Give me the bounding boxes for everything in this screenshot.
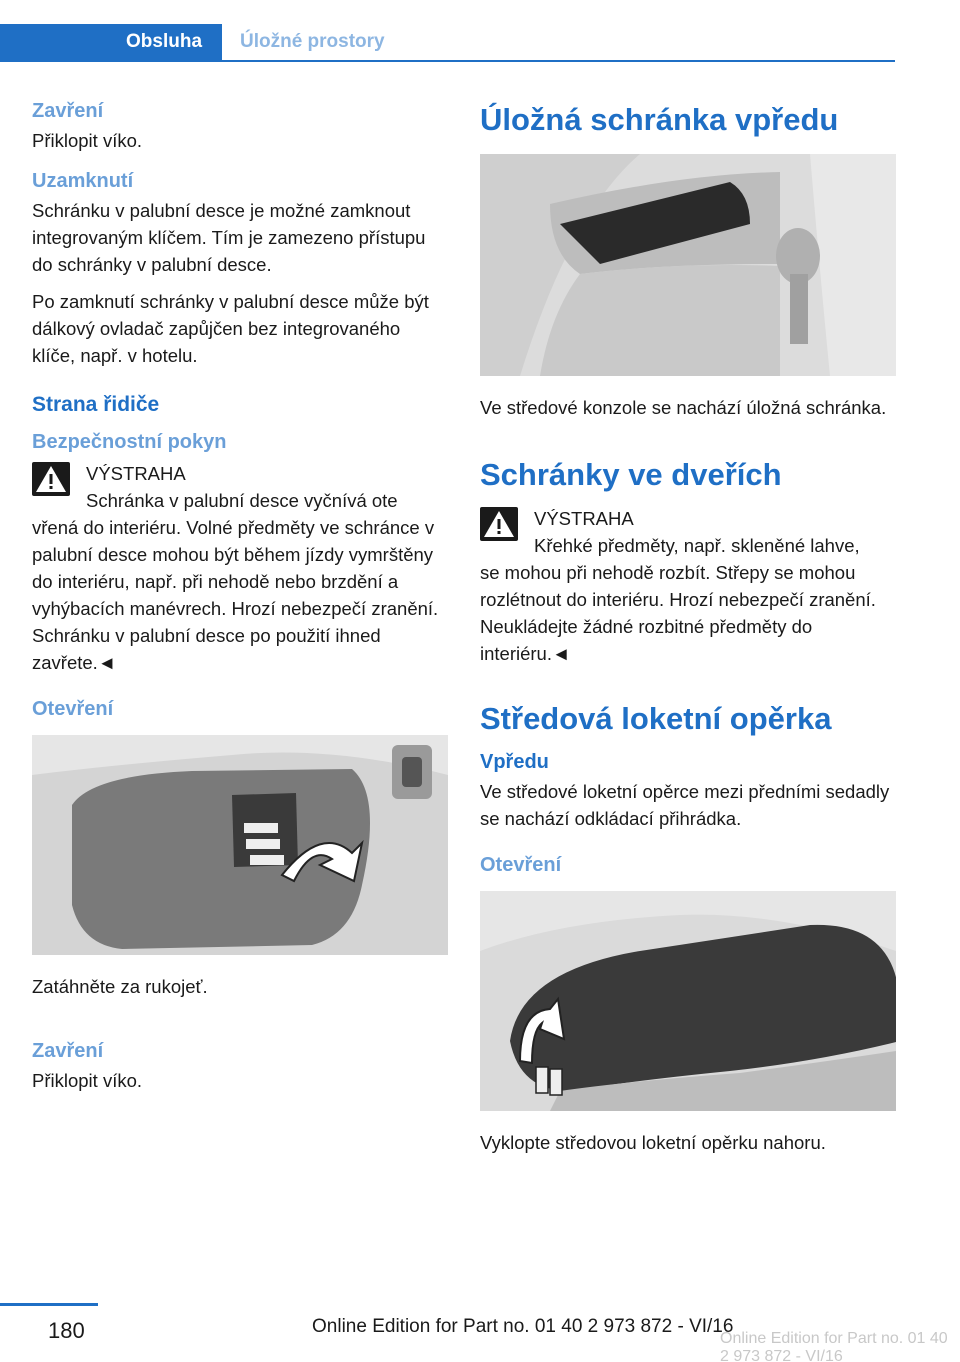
paragraph: Schránku v palubní desce je možné zamknout integrovaným klíčem. Tím je zamezeno přístupu do schránky v palubní desce. <box>32 200 426 275</box>
heading-stredova-loketni-operka: Středová loketní opěrka <box>480 701 832 736</box>
photo-caption: Ve středové konzole se nachází úložná schránka. <box>480 397 887 418</box>
section-title-bezpecnostni-pokyn: Bezpečnostní pokyn <box>32 431 227 453</box>
warning-title: VÝSTRAHA <box>86 463 186 484</box>
tab-obsluha[interactable]: Obsluha <box>0 24 222 60</box>
warning-triangle-icon <box>32 462 70 496</box>
section-title-strana-ridice: Strana řidiče <box>32 393 160 416</box>
paragraph: Po zamknutí schránky v palubní desce může být dálkový ovladač zapůjčen bez integrovaného klíče, např. v hotelu. <box>32 291 429 366</box>
armrest-photo <box>480 891 896 1111</box>
warning-triangle-icon <box>480 507 518 541</box>
paragraph: Ve středové loketní opěrce mezi předními sedadly se nachází odkládací přihrádka. <box>480 781 890 829</box>
warning-text <box>480 505 896 667</box>
section-title-uzamknuti: Uzamknutí <box>32 170 134 192</box>
section-title-vpredu: Vpředu <box>480 751 549 773</box>
edition-text: Online Edition for Part no. 01 40 2 973 872 - VI/16 <box>312 1316 734 1337</box>
heading-ulozna-schranka: Úložná schránka vpředu <box>480 102 839 137</box>
warning-block <box>480 505 896 667</box>
tab-ulozne-prostory[interactable]: Úložné prostory <box>240 31 385 52</box>
warning-block <box>32 460 448 676</box>
section-title-zavreni-2: Zavření <box>32 1040 104 1062</box>
warning-line: Schránka v palubní desce vyčnívá ote <box>86 490 398 511</box>
glovebox-photo <box>32 735 448 955</box>
paragraph: Přiklopit víko. <box>32 1070 143 1091</box>
warning-body: vřená do interiéru. Volné předměty ve schránce v palubní desce mohou být během jízdy vymrštěny do interiéru, např. při nehodě nebo brzdění a vyhýbacích manévrech. Hrozí nebezpečí zranění. Schránku v palubní desce po použití ihned zavřete.◄ <box>32 517 439 673</box>
watermark: Online Edition for Part no. 01 40 2 973 872 - VI/16 <box>720 1330 948 1362</box>
warning-body: se mohou při nehodě rozbít. Střepy se mohou rozlétnout do interiéru. Hrozí nebezpečí zranění. Neukládejte žádné rozbitné předměty do interiéru.◄ <box>480 562 876 664</box>
footer-line <box>0 1303 98 1306</box>
left-column <box>32 100 448 1104</box>
page-number: 180 <box>48 1318 85 1343</box>
photo-caption: Zatáhněte za rukojeť. <box>32 976 208 997</box>
warning-text <box>32 460 448 676</box>
page-header <box>0 24 895 62</box>
paragraph: Přiklopit víko. <box>32 130 143 151</box>
section-title-otevreni: Otevření <box>32 698 114 720</box>
section-title-otevreni: Otevření <box>480 854 562 876</box>
heading-schranky-ve-dverich: Schránky ve dveřích <box>480 457 782 492</box>
console-storage-photo <box>480 154 896 376</box>
warning-title: VÝSTRAHA <box>534 508 634 529</box>
section-title-zavreni: Zavření <box>32 100 104 122</box>
warning-line: Křehké předměty, např. skleněné lahve, <box>534 535 860 556</box>
right-column <box>480 100 896 1166</box>
photo-caption: Vyklopte středovou loketní opěrku nahoru. <box>480 1132 826 1153</box>
